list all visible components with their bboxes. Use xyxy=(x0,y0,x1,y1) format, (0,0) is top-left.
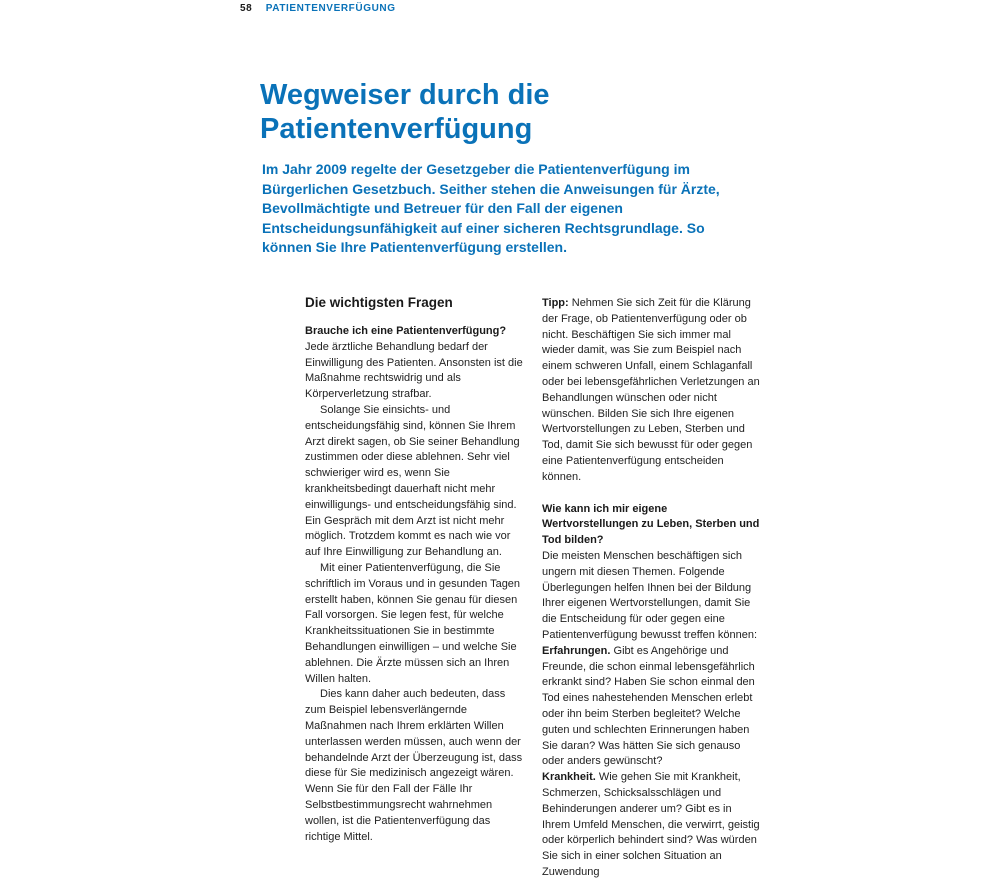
body-paragraph: Jede ärztliche Behandlung bedarf der Einwilligung des Patienten. Ansonsten ist die Maßnahme rechtswidrig und als Körperverletzung strafbar. xyxy=(305,340,523,401)
column-heading: Die wichtigsten Fragen xyxy=(305,295,453,310)
lead-paragraph: Im Jahr 2009 regelte der Gesetzgeber die Patientenverfügung im Bürgerlichen Gesetzbuch. Seither stehen die Anweisungen für Ärzte, Bevollmächtigte und Betreuer für den Fall der eigenen Entscheidungsunfähigkeit auf einer sicheren Rechtsgrundlage. So können Sie Ihre Patientenverfügung erstellen. xyxy=(262,161,720,256)
question-heading: Brauche ich eine Patientenverfügung? xyxy=(305,325,507,337)
running-header xyxy=(240,3,396,14)
page-number: 58 xyxy=(240,3,253,14)
body-paragraph: Mit einer Patientenverfügung, die Sie schriftlich im Voraus und in gesunden Tagen erstellt haben, können Sie genau für diesen Fall vorsorgen. Sie legen fest, für welche Krankheitssituationen Sie in bestimmte Behandlungen einwilligen – und welche Sie ablehnen. Die Ärzte müssen sich an Ihren Willen halten. xyxy=(305,561,521,685)
item-label: Krankheit. xyxy=(542,771,596,784)
article-title: Wegweiser durch die Patientenverfügung xyxy=(260,79,550,145)
item-text: Wie gehen Sie mit Krankheit, Schmerzen, Schicksalsschlägen und Behinderungen anderer um? Gibt es in Ihrem Umfeld Menschen, die verwirrt, geistig oder körperlich behindert sind? Was würden Sie sich in einer solchen Situation an Zuwendung xyxy=(542,771,760,878)
question-heading: Wie kann ich mir eigene Wertvorstellungen zu Leben, Sterben und Tod bilden? xyxy=(542,502,760,547)
list-item-illness xyxy=(542,770,760,881)
item-text: Gibt es Angehörige und Freunde, die schon einmal lebensgefährlich erkrankt sind? Haben Sie schon einmal den Tod eines nahestehenden Menschen erlebt oder ihn beim Sterben begleitet? Welche guten und schlechten Erinnerungen haben Sie daran? Was hätten Sie sich genauso oder anders gewünscht? xyxy=(542,644,755,768)
tip-label: Tipp: xyxy=(542,297,569,309)
right-column xyxy=(542,296,760,881)
list-item-experiences xyxy=(542,644,760,770)
tip-paragraph xyxy=(542,296,760,486)
left-column xyxy=(305,294,523,845)
body-paragraph: Die meisten Menschen beschäftigen sich ungern mit diesen Themen. Folgende Überlegungen helfen Ihnen bei der Bildung Ihrer eigenen Wertvorstellungen, damit Sie die Entscheidung für oder gegen eine Patientenverfügung bewusst treffen können: xyxy=(542,549,758,641)
item-label: Erfahrungen. xyxy=(542,644,611,657)
body-paragraph: Dies kann daher auch bedeuten, dass zum Beispiel lebensverlängernde Maßnahmen nach Ihrem erklärten Willen unterlassen werden müssen, auch wenn der behandelnde Arzt der Überzeugung ist, dass diese für Sie medizinisch angezeigt wären. Wenn Sie für den Fall der Fälle Ihr Selbstbestimmungsrecht wahrnehmen wollen, ist die Patientenverfügung das richtige Mittel. xyxy=(305,688,523,843)
body-paragraph: Solange Sie einsichts- und entscheidungsfähig sind, können Sie Ihrem Arzt direkt sagen, ob Sie seiner Behandlung zustimmen oder diese ablehnen. Sehr viel schwieriger wird es, wenn Sie krankheitsbedingt dauerhaft nicht mehr einwilligungs- und entscheidungsfähig sind. Ein Gespräch mit dem Arzt ist nicht mehr möglich. Trotzdem kommt es nach wie vor auf Ihre Einwilligung zur Behandlung an. xyxy=(305,403,520,559)
tip-text: Nehmen Sie sich Zeit für die Klärung der Frage, ob Patientenverfügung oder ob nicht. Beschäftigen Sie sich immer mal wieder damit, was Sie zum Beispiel nach einem schweren Unfall, einem Schlaganfall oder bei lebensgefährlichen Verletzungen an Behandlungen wünschen oder nicht wünschen. Bilden Sie sich Ihre eigenen Wertvorstellungen zu Leben, Sterben und Tod, damit Sie sich bewusst für oder gegen eine Patientenverfügung entscheiden können. xyxy=(542,297,760,483)
section-title: PATIENTENVERFÜGUNG xyxy=(265,3,396,14)
